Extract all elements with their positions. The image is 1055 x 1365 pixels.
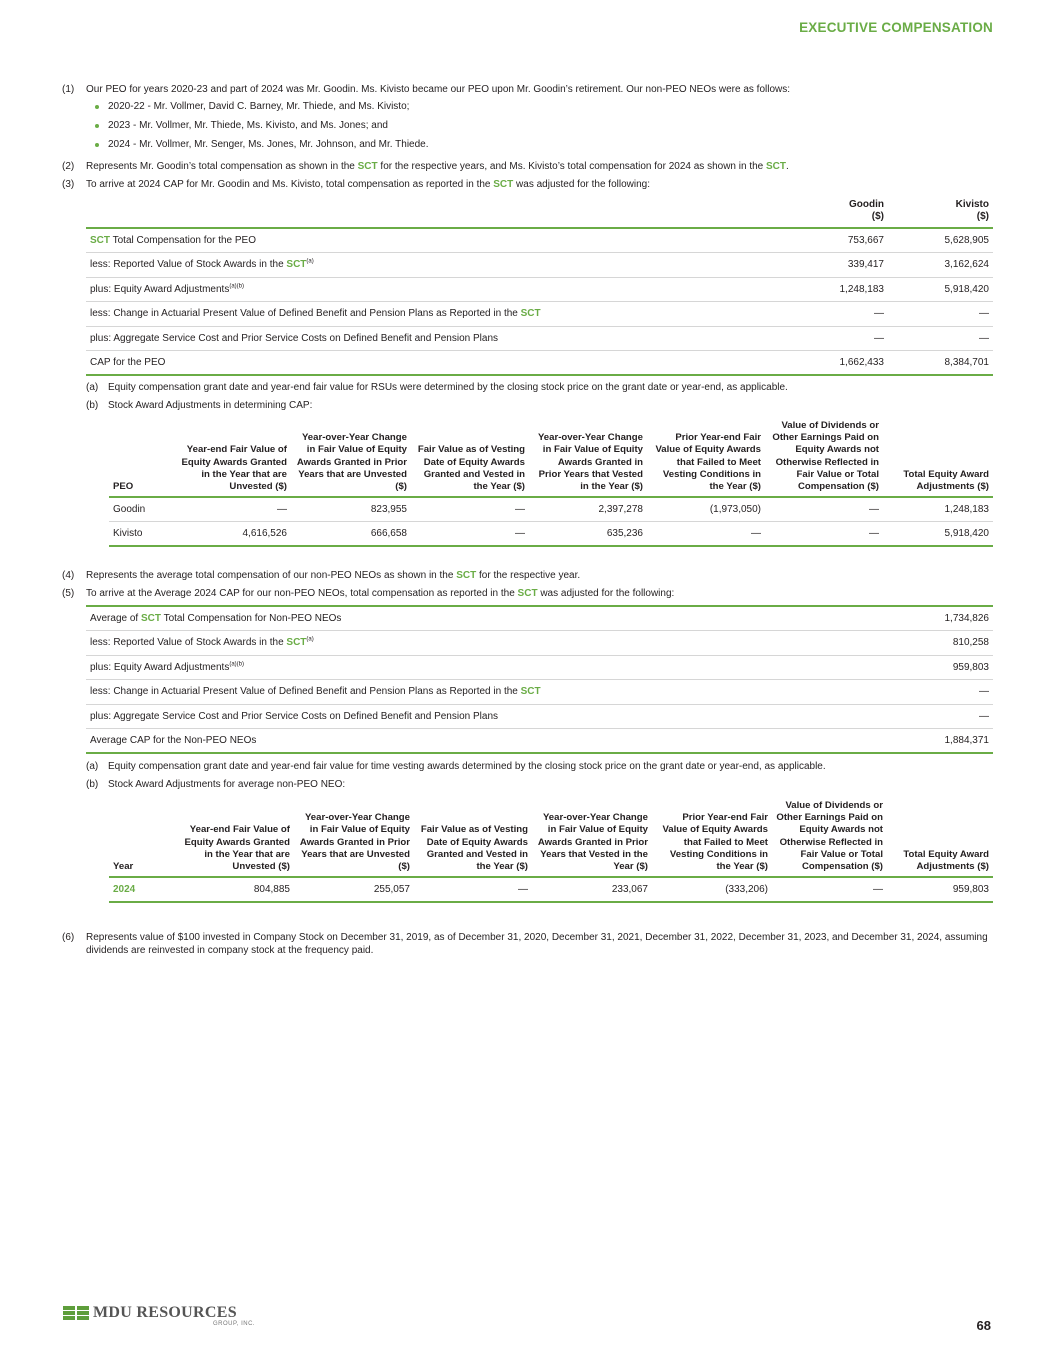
- footnote-1: [62, 83, 997, 96]
- table-row: less: Reported Value of Stock Awards in the SCT$^{(a)}$ 810,258: [86, 631, 993, 656]
- table-row: plus: Aggregate Service Cost and Prior Service Costs on Defined Benefit and Pension Plans — —: [86, 326, 993, 351]
- footnote-3b: (b) Stock Award Adjustments in determining CAP:: [86, 400, 313, 411]
- table-row: plus: Aggregate Service Cost and Prior Service Costs on Defined Benefit and Pension Plans —: [86, 704, 993, 729]
- footnote-5: (5) To arrive at the Average 2024 CAP for our non-PEO NEOs, total compensation as reported in the SCT was adjusted for the following:: [62, 588, 675, 599]
- bullet-icon: [95, 143, 99, 147]
- sct-link[interactable]: SCT: [140, 613, 161, 624]
- table-row: less: Change in Actuarial Present Value of Defined Benefit and Pension Plans as Reported in the SCT —: [86, 680, 993, 705]
- section-title: EXECUTIVE COMPENSATION: [799, 20, 993, 35]
- column-header-kivisto: Kivisto ($): [888, 198, 993, 228]
- footnote-2: (2) Represents Mr. Goodin’s total compensation as shown in the SCT for the respective years, and Ms. Kivisto’s total compensation for 2024 as shown in the SCT.: [62, 161, 789, 172]
- table-row: Kivisto 4,616,526 666,658 — 635,236 — — 5,918,420: [109, 522, 993, 547]
- neo-stock-award-adjustments-table: Year Year-end Fair Value of Equity Awards Granted in the Year that are Unvested ($) Year-over-Year Change in Fair Value of Equity Awards Granted in Prior Years that are Unvested ($) Fair Value as of Vesting Date of Equity Awards Granted and Vested in the Year ($) Year-over-Year Change in Fair Value of Equity Awards Granted in Prior Years that Vested in the Year ($) Prior Year-end Fair Value of Equity Awards that Failed to Meet Vesting Conditions in the Year ($) Value of Dividends or Other Earnings Paid on Equity Awards not Otherwise Reflected in Fair Value or Total Compensation ($) Total Equity Award Adjustments ($) 2024 804,885 255,057 — 233,067 (333,206) — 959,803: [109, 800, 993, 903]
- table-row: less: Reported Value of Stock Awards in the SCT$^{(a)}$ 339,417 3,162,624: [86, 253, 993, 278]
- table-row: SCT Total Compensation for the PEO 753,667 5,628,905: [86, 228, 993, 253]
- sct-link[interactable]: SCT: [517, 588, 538, 599]
- list-item: 2020-22 - Mr. Vollmer, David C. Barney, Mr. Thiede, and Ms. Kivisto;: [95, 97, 429, 116]
- table-row: Average CAP for the Non-PEO NEOs 1,884,371: [86, 729, 993, 754]
- bullet-icon: [95, 124, 99, 128]
- footnote-5a: (a) Equity compensation grant date and year-end fair value for time vesting awards determined by the closing stock price on the grant date or year-end, as applicable.: [86, 761, 826, 772]
- sct-link[interactable]: SCT: [520, 686, 541, 698]
- footnote-3a: (a) Equity compensation grant date and year-end fair value for RSUs were determined by the closing stock price on the grant date or year-end, as applicable.: [86, 382, 788, 393]
- table-row: Average of SCT Total Compensation for Non-PEO NEOs 1,734,826: [86, 606, 993, 631]
- footnote-4: (4) Represents the average total compensation of our non-PEO NEOs as shown in the SCT for the respective year.: [62, 570, 581, 581]
- table-row: 2024 804,885 255,057 — 233,067 (333,206) — 959,803: [109, 877, 993, 902]
- logo-mark-icon: [63, 1306, 90, 1320]
- sct-link[interactable]: SCT: [520, 308, 541, 320]
- column-header-goodin: Goodin ($): [793, 198, 888, 228]
- sct-link[interactable]: SCT: [90, 235, 110, 246]
- peo-cap-table: [86, 198, 993, 376]
- page-number: 68: [976, 1318, 991, 1333]
- table-row: less: Change in Actuarial Present Value of Defined Benefit and Pension Plans as Reported in the SCT — —: [86, 302, 993, 327]
- list-item: 2024 - Mr. Vollmer, Mr. Senger, Ms. Jones, Mr. Johnson, and Mr. Thiede.: [95, 135, 429, 154]
- sct-link[interactable]: SCT: [766, 161, 786, 172]
- footnote-text: Our PEO for years 2020-23 and part of 2024 was Mr. Goodin. Ms. Kivisto became our PEO upon Mr. Goodin’s retirement. Our non-PEO NEOs were as follows:: [86, 84, 791, 95]
- peo-stock-award-adjustments-table: PEO Year-end Fair Value of Equity Awards Granted in the Year that are Unvested ($) Year-over-Year Change in Fair Value of Equity Awards Granted in Prior Years that are Unvested ($) Fair Value as of Vesting Date of Equity Awards Granted and Vested in the Year ($) Year-over-Year Change in Fair Value of Equity Awards Granted in Prior Years that Vested in the Year ($) Prior Year-end Fair Value of Equity Awards that Failed to Meet Vesting Conditions in the Year ($) Value of Dividends or Other Earnings Paid on Equity Awards not Otherwise Reflected in Fair Value or Total Compensation ($) Total Equity Award Adjustments ($) Goodin — 823,955 — 2,397,278 (1,973,050) — 1,248,183 Kivisto 4,616,526 666,658 — 635,236 — — 5,918,420: [109, 420, 993, 547]
- bullet-icon: [95, 105, 99, 109]
- table-row: plus: Equity Award Adjustments$^{(a)(b)}$ 959,803: [86, 655, 993, 680]
- sct-link[interactable]: SCT: [286, 637, 307, 649]
- table-row: Goodin — 823,955 — 2,397,278 (1,973,050) — 1,248,183: [109, 497, 993, 522]
- sct-link[interactable]: SCT: [493, 179, 514, 190]
- table-row: plus: Equity Award Adjustments$^{(a)(b)}$ 1,248,183 5,918,420: [86, 277, 993, 302]
- footnote-3: (3) To arrive at 2024 CAP for Mr. Goodin and Ms. Kivisto, total compensation as reported in the SCT was adjusted for the following:: [62, 179, 650, 190]
- sct-link[interactable]: SCT: [456, 570, 477, 581]
- table-row: CAP for the PEO 1,662,433 8,384,701: [86, 351, 993, 376]
- footnote-number: (1): [62, 84, 75, 95]
- sct-link[interactable]: SCT: [357, 161, 378, 172]
- footnote-5b: (b) Stock Award Adjustments for average non-PEO NEO:: [86, 779, 346, 790]
- footnote-6: (6) Represents value of $100 invested in Company Stock on December 31, 2019, as of December 31, 2020, December 31, 2021, December 31, 2022, December 31, 2023, and December 31, 2024, assuming dividends are reinvested in company stock at the frequency paid.: [62, 932, 988, 956]
- neo-bullet-list: [95, 97, 429, 154]
- list-item: 2023 - Mr. Vollmer, Mr. Thiede, Ms. Kivisto, and Ms. Jones; and: [95, 116, 429, 135]
- sct-link[interactable]: SCT: [286, 259, 307, 271]
- neo-cap-table: [86, 605, 993, 754]
